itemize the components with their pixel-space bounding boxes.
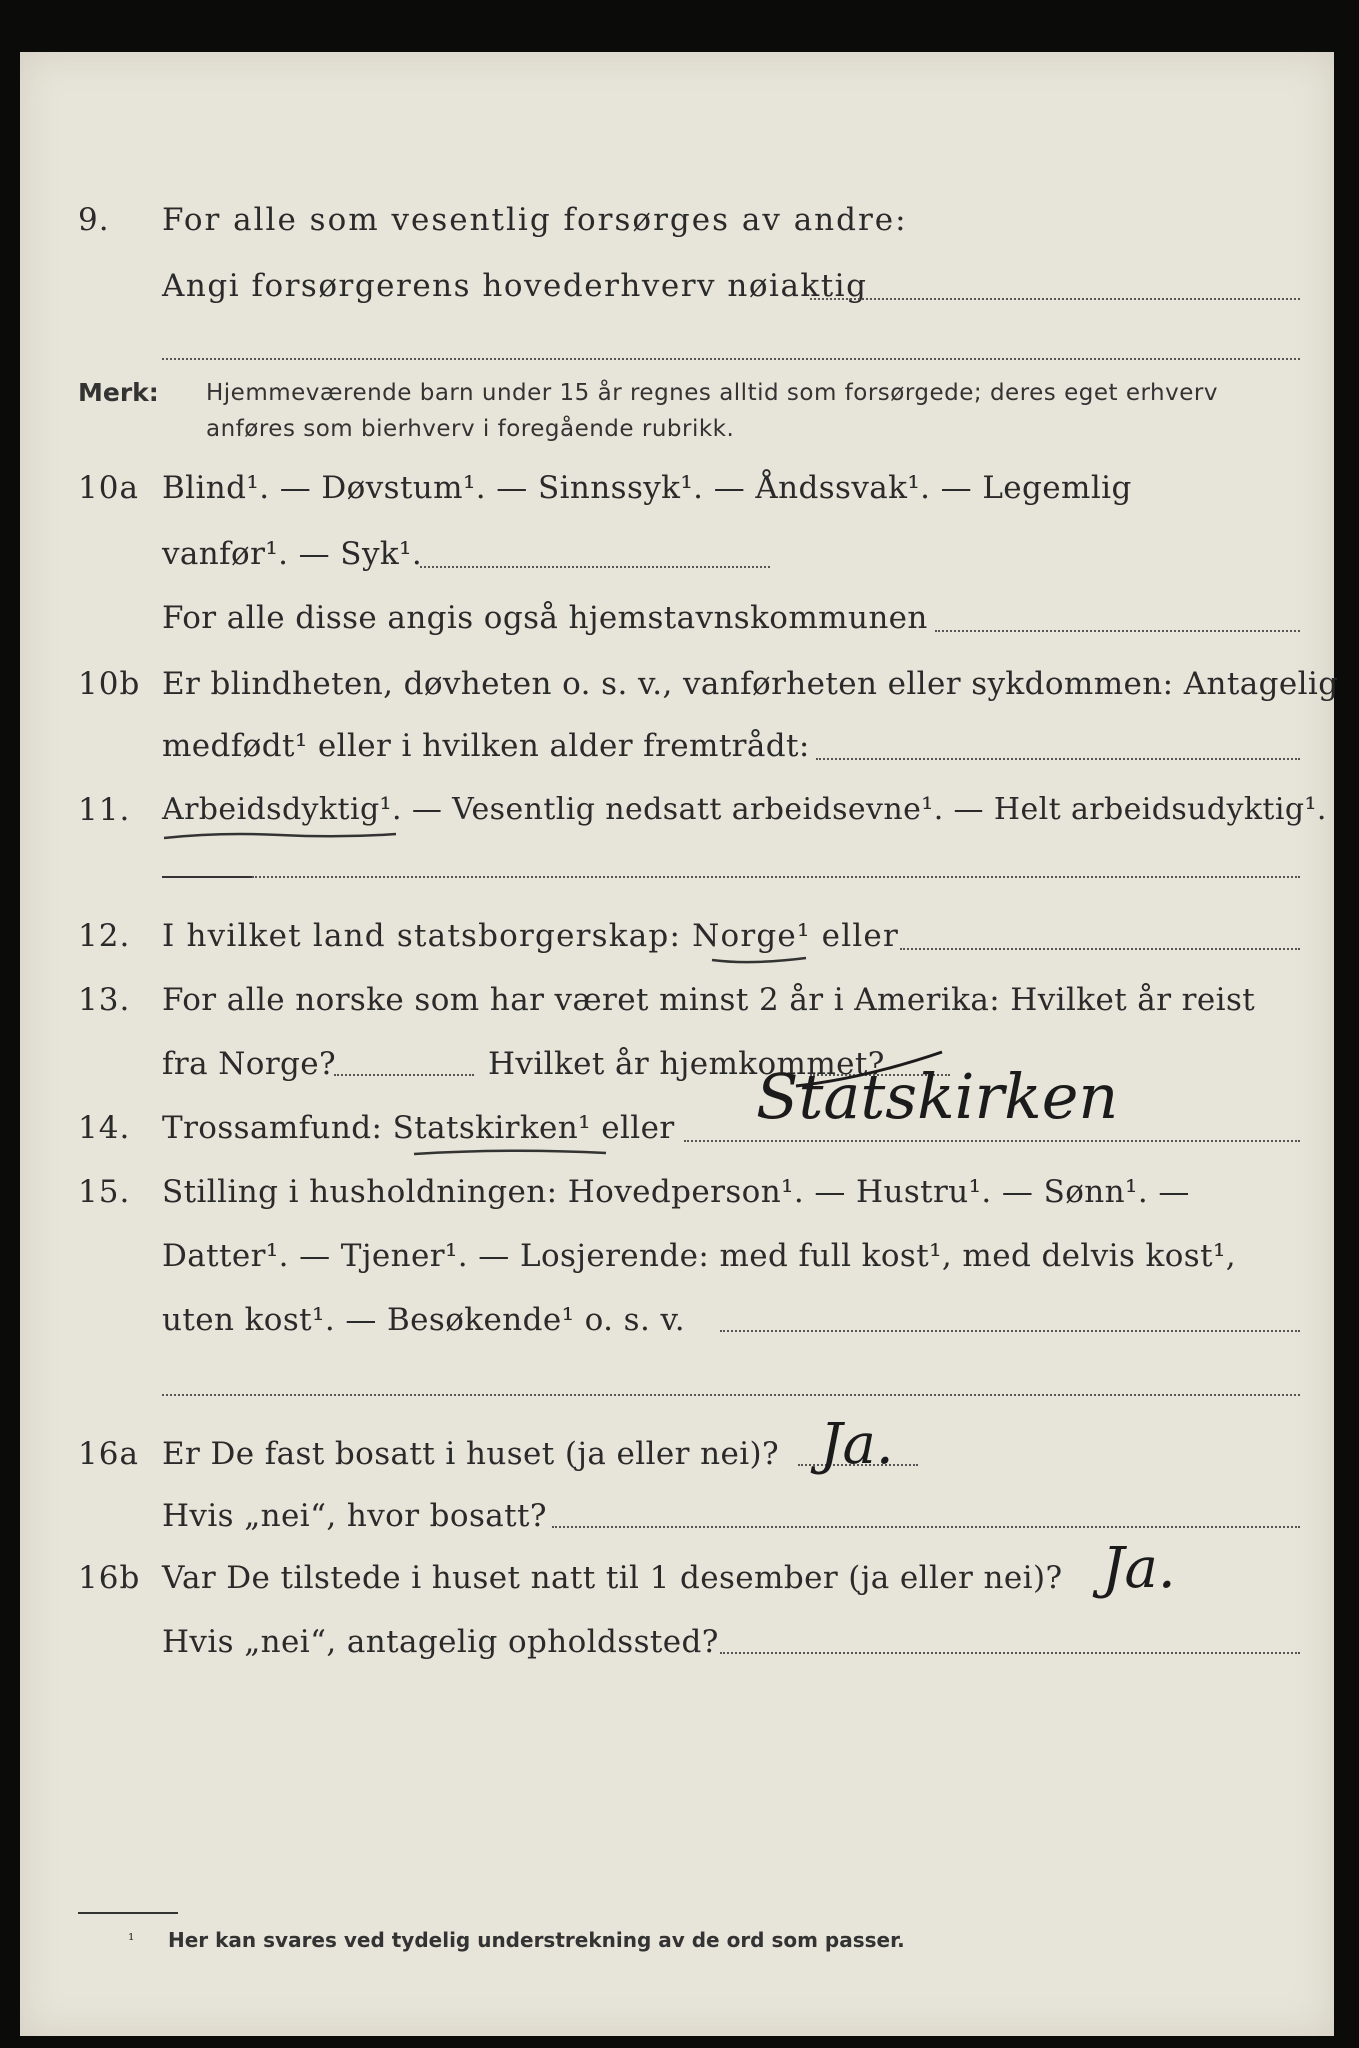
q10b-line1: Er blindheten, døvheten o. s. v., vanførheten eller sykdommen: Antagelig: [162, 666, 1339, 702]
q15-extra-line: [162, 1394, 1300, 1396]
q10b-answer-line: [816, 758, 1300, 760]
footnote-rule: [78, 1912, 178, 1914]
q10a-line2: vanfør¹. — Syk¹.: [162, 536, 423, 572]
q10b-line2: medfødt¹ eller i hvilken alder fremtrådt:: [162, 728, 810, 764]
q13-line1: For alle norske som har været minst 2 år i Amerika: Hvilket år reist: [162, 982, 1256, 1018]
q9-extra-line: [162, 358, 1300, 360]
q10a-number: 10a: [78, 470, 139, 506]
merk-label: Merk:: [78, 378, 159, 407]
q10a-line1: Blind¹. — Døvstum¹. — Sinnssyk¹. — Åndssvak¹. — Legemlig: [162, 470, 1132, 506]
q14-handwritten-answer: Statskirken: [756, 1060, 1119, 1133]
q13-number: 13.: [78, 982, 131, 1018]
q9-line1: For alle som vesentlig forsørges av andre:: [162, 202, 908, 238]
q16a-number: 16a: [78, 1436, 139, 1472]
q12-number: 12.: [78, 918, 131, 954]
q11-line1: Arbeidsdyktig¹. — Vesentlig nedsatt arbeidsevne¹. — Helt arbeidsudyktig¹.: [162, 792, 1327, 827]
q16b-number: 16b: [78, 1560, 141, 1596]
q13-line2b: Hvilket år hjemkommet?: [488, 1046, 885, 1082]
q11-handwritten-underline: [160, 826, 400, 846]
q16b-line1: Var De tilstede i huset natt til 1 desember (ja eller nei)?: [162, 1560, 1063, 1596]
q14-line1: Trossamfund: Statskirken¹ eller: [162, 1110, 675, 1146]
q9-line2: Angi forsørgerens hovederhverv nøiaktig: [162, 268, 868, 304]
q11-answer-line-start: [162, 876, 252, 878]
q16a-line2: Hvis „nei“, hvor bosatt?: [162, 1498, 547, 1534]
q16a-handwritten-answer: Ja.: [820, 1412, 894, 1477]
q10a-line3: For alle disse angis også hjemstavnskommunen: [162, 600, 928, 636]
q14-number: 14.: [78, 1110, 131, 1146]
q15-line2: Datter¹. — Tjener¹. — Losjerende: med full kost¹, med delvis kost¹,: [162, 1238, 1237, 1274]
q13-reist-line: [334, 1074, 474, 1076]
q10a-answer-line: [420, 566, 770, 568]
q11-number: 11.: [78, 792, 131, 828]
q12-answer-line: [900, 948, 1300, 950]
q9-number: 9.: [78, 202, 110, 238]
q15-line3: uten kost¹. — Besøkende¹ o. s. v.: [162, 1302, 685, 1338]
q11-answer-line: [252, 876, 1300, 878]
q10b-number: 10b: [78, 666, 141, 702]
census-form-page: [20, 52, 1339, 2036]
q12-line1: I hvilket land statsborgerskap: Norge¹ eller: [162, 918, 899, 954]
q16b-opholdssted-line: [720, 1652, 1300, 1654]
q16b-handwritten-answer: Ja.: [1102, 1536, 1176, 1601]
q14-ink-stroke: [786, 1050, 946, 1090]
q16b-line2: Hvis „nei“, antagelig opholdssted?: [162, 1624, 719, 1660]
q12-handwritten-underline: [710, 952, 810, 968]
q14-answer-line: [684, 1140, 1300, 1142]
footnote-text: Her kan svares ved tydelig understrekning av de ord som passer.: [168, 1928, 905, 1952]
merk-line2: anføres som bierhverv i foregående rubrikk.: [206, 416, 735, 442]
q16a-bosatt-line: [552, 1526, 1300, 1528]
merk-line1: Hjemmeværende barn under 15 år regnes alltid som forsørgede; deres eget erhverv: [206, 380, 1218, 406]
footnote-mark: ¹: [128, 1930, 135, 1949]
q13-line2a: fra Norge?: [162, 1046, 337, 1082]
q14-handwritten-underline: [410, 1144, 610, 1160]
q16a-line1: Er De fast bosatt i huset (ja eller nei)?: [162, 1436, 780, 1472]
q10a-kommune-line: [935, 630, 1300, 632]
q9-answer-line: [810, 298, 1300, 300]
q15-number: 15.: [78, 1174, 131, 1210]
q15-line1: Stilling i husholdningen: Hovedperson¹. — Hustru¹. — Sønn¹. —: [162, 1174, 1190, 1210]
q15-answer-line: [720, 1330, 1300, 1332]
